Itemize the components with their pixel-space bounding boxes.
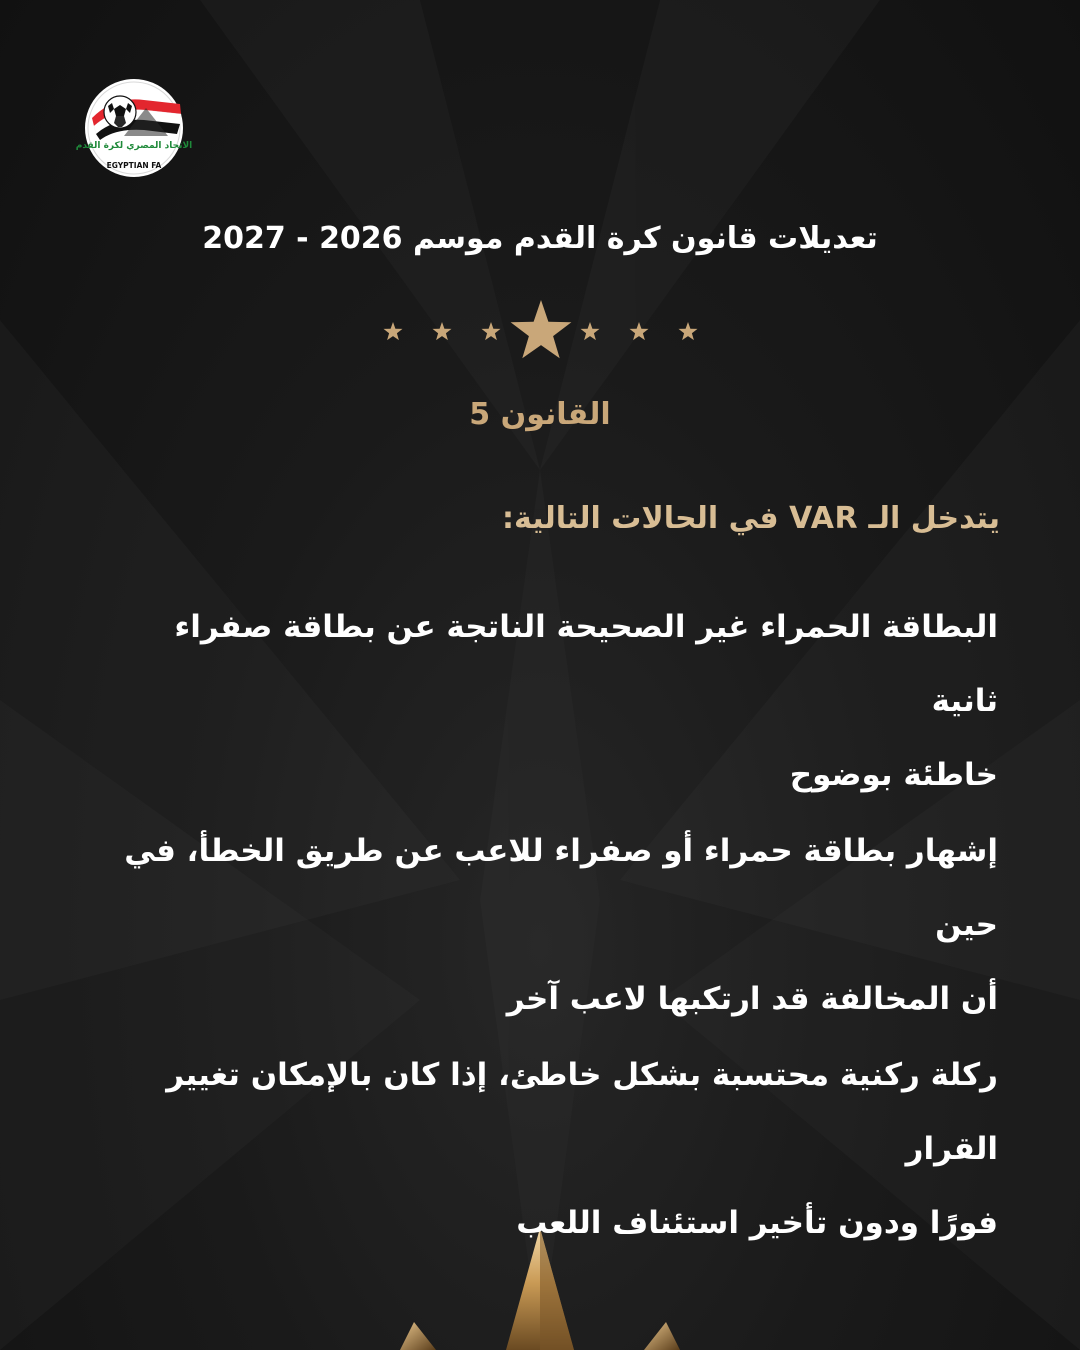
list-item-line: إشهار بطاقة حمراء أو صفراء للاعب عن طريق الخطأ، في حين: [124, 833, 998, 943]
list-item-line: خاطئة بوضوح: [789, 757, 998, 793]
star-large-icon: [511, 300, 572, 358]
svg-text:EGYPTIAN FA: EGYPTIAN FA: [106, 161, 162, 170]
intro-var: VAR: [789, 501, 859, 536]
stars-divider-icon: [376, 296, 706, 368]
svg-text:الاتحاد المصري لكرة القدم: الاتحاد المصري لكرة القدم: [75, 141, 193, 151]
egyptian-fa-logo-icon: [75, 78, 193, 178]
star-icon: [581, 322, 600, 340]
list-item-line: فورًا ودون تأخير استئناف اللعب: [516, 1205, 998, 1241]
list-item: [110, 1038, 998, 1260]
star-icon: [384, 322, 403, 340]
list-item-line: البطاقة الحمراء غير الصحيحة الناتجة عن بطاقة صفراء ثانية: [174, 609, 998, 719]
list-item-line: ركلة ركنية محتسبة بشكل خاطئ، إذا كان بالإمكان تغيير القرار: [166, 1057, 998, 1167]
intro-prefix: يتدخل الـ: [858, 501, 1000, 536]
intro-suffix: في الحالات التالية:: [502, 501, 790, 536]
star-icon: [630, 322, 649, 340]
list-item-line: أن المخالفة قد ارتكبها لاعب آخر: [506, 981, 998, 1017]
list-item: [110, 590, 998, 812]
intro-heading: [100, 494, 1000, 544]
star-icon: [679, 322, 698, 340]
list-item: [110, 814, 998, 1036]
star-icon: [482, 322, 501, 340]
page-title: تعديلات قانون كرة القدم موسم 2026 - 2027: [202, 221, 878, 256]
star-icon: [433, 322, 452, 340]
law-number: القانون 5: [469, 397, 611, 432]
